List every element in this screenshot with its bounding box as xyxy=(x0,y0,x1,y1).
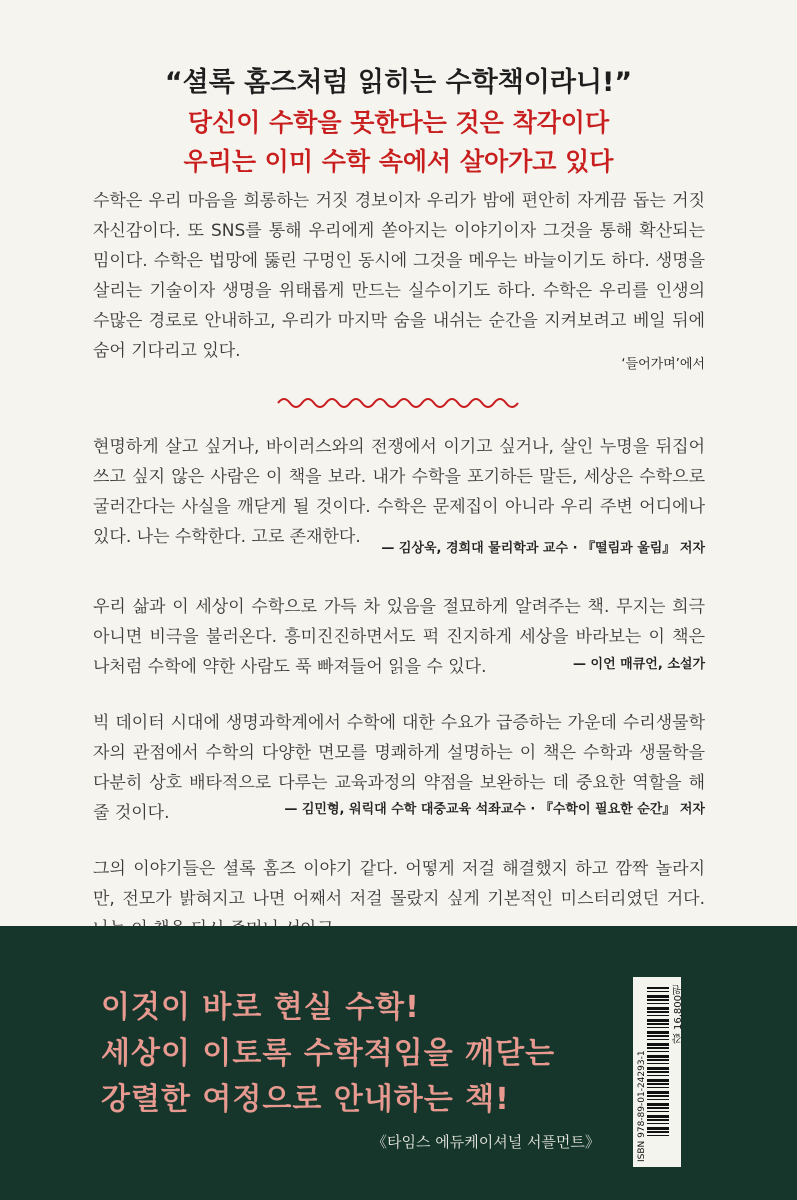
isbn-text: ISBN 978-89-01-24293-1 xyxy=(637,1050,647,1162)
quote-headline: “셜록 홈즈처럼 읽히는 수학책이라니!” xyxy=(164,67,633,98)
intro-source: ‘들어가며’에서 xyxy=(617,353,705,372)
review-1-text: 현명하게 살고 싶거나, 바이러스와의 전쟁에서 이기고 싶거나, 살인 누명을 뒤집어쓰고 싶지 않은 사람은 이 책을 보라. 내가 수학을 포기하든 말든, 세상은 수학으로 굴러간다는 사실을 깨닫게 될 것이다. 수학은 문제집이 아니라 우리 주변 어디에나 있다. 나는 수학한다. 고로 존재한다. xyxy=(93,437,705,547)
review-1-credit: — 김상욱, 경희대 물리학과 교수 · 『떨림과 울림』 저자 xyxy=(377,537,705,556)
review-2-credit: — 이언 매큐언, 소설가 xyxy=(569,653,705,672)
review-2-text: 우리 삶과 이 세상이 수학으로 가득 차 있음을 절묘하게 알려주는 책. 무지는 희극 아니면 비극을 불러온다. 흥미진진하면서도 퍽 진지하게 세상을 바라보는 이 책은 나처럼 수학에 약한 사람도 푹 빠져들어 읽을 수 있다. xyxy=(93,597,705,677)
subheadline-2: 우리는 이미 수학 속에서 살아가고 있다 xyxy=(183,147,614,176)
isbn-barcode xyxy=(633,977,684,1167)
promo-line-3: 강렬한 여정으로 안내하는 책! xyxy=(101,1082,510,1117)
series-name: 《타임스 에듀케이셔널 서플먼트》 xyxy=(372,1133,600,1151)
price-text: 값 16,800원 xyxy=(673,985,684,1044)
wave-divider xyxy=(276,392,521,414)
intro-paragraph: 수학은 우리 마음을 희롱하는 거짓 경보이자 우리가 밤에 편안히 자게끔 돕는 거짓 자신감이다. 또 SNS를 통해 우리에게 쏟아지는 이야기이자 그것을 통해 확산되는 밈이다. 수학은 법망에 뚫린 구멍인 동시에 그것을 메우는 바늘이기도 하다. 생명을 살리는 기술이자 생명을 위태롭게 만드는 실수이기도 하다. 수학은 우리를 인생의 수많은 경로로 안내하고, 우리가 마지막 숨을 내쉬는 순간을 지켜보려고 베일 뒤에 숨어 기다리고 있다. xyxy=(93,191,705,361)
promo-line-1: 이것이 바로 현실 수학! xyxy=(101,990,420,1025)
review-4-text: 그의 이야기들은 셜록 홈즈 이야기 같다. 어떻게 저걸 해결했지 하고 깜짝 놀라지만, 전모가 밝혀지고 나면 어째서 저걸 몰랐지 싶게 기본적인 미스터리였던 거다. xyxy=(93,859,705,909)
barcode-bars xyxy=(647,987,669,1137)
review-3-credit: — 김민형, 워릭대 수학 대중교육 석좌교수 · 『수학이 필요한 순간』 저자 xyxy=(280,798,705,817)
subheadline-1: 당신이 수학을 못한다는 것은 착각이다 xyxy=(187,108,610,137)
review-3-text: 빅 데이터 시대에 생명과학계에서 수학에 대한 수요가 급증하는 가운데 수리생물학자의 관점에서 수학의 다양한 면모를 명쾌하게 설명하는 이 책은 수학과 생물학을 다분히 상호 배타적으로 다루는 교육과정의 약점을 보완하는 데 중요한 역할을 해줄 것이다. xyxy=(93,713,705,823)
promo-line-2: 세상이 이토록 수학적임을 깨닫는 xyxy=(101,1036,556,1071)
